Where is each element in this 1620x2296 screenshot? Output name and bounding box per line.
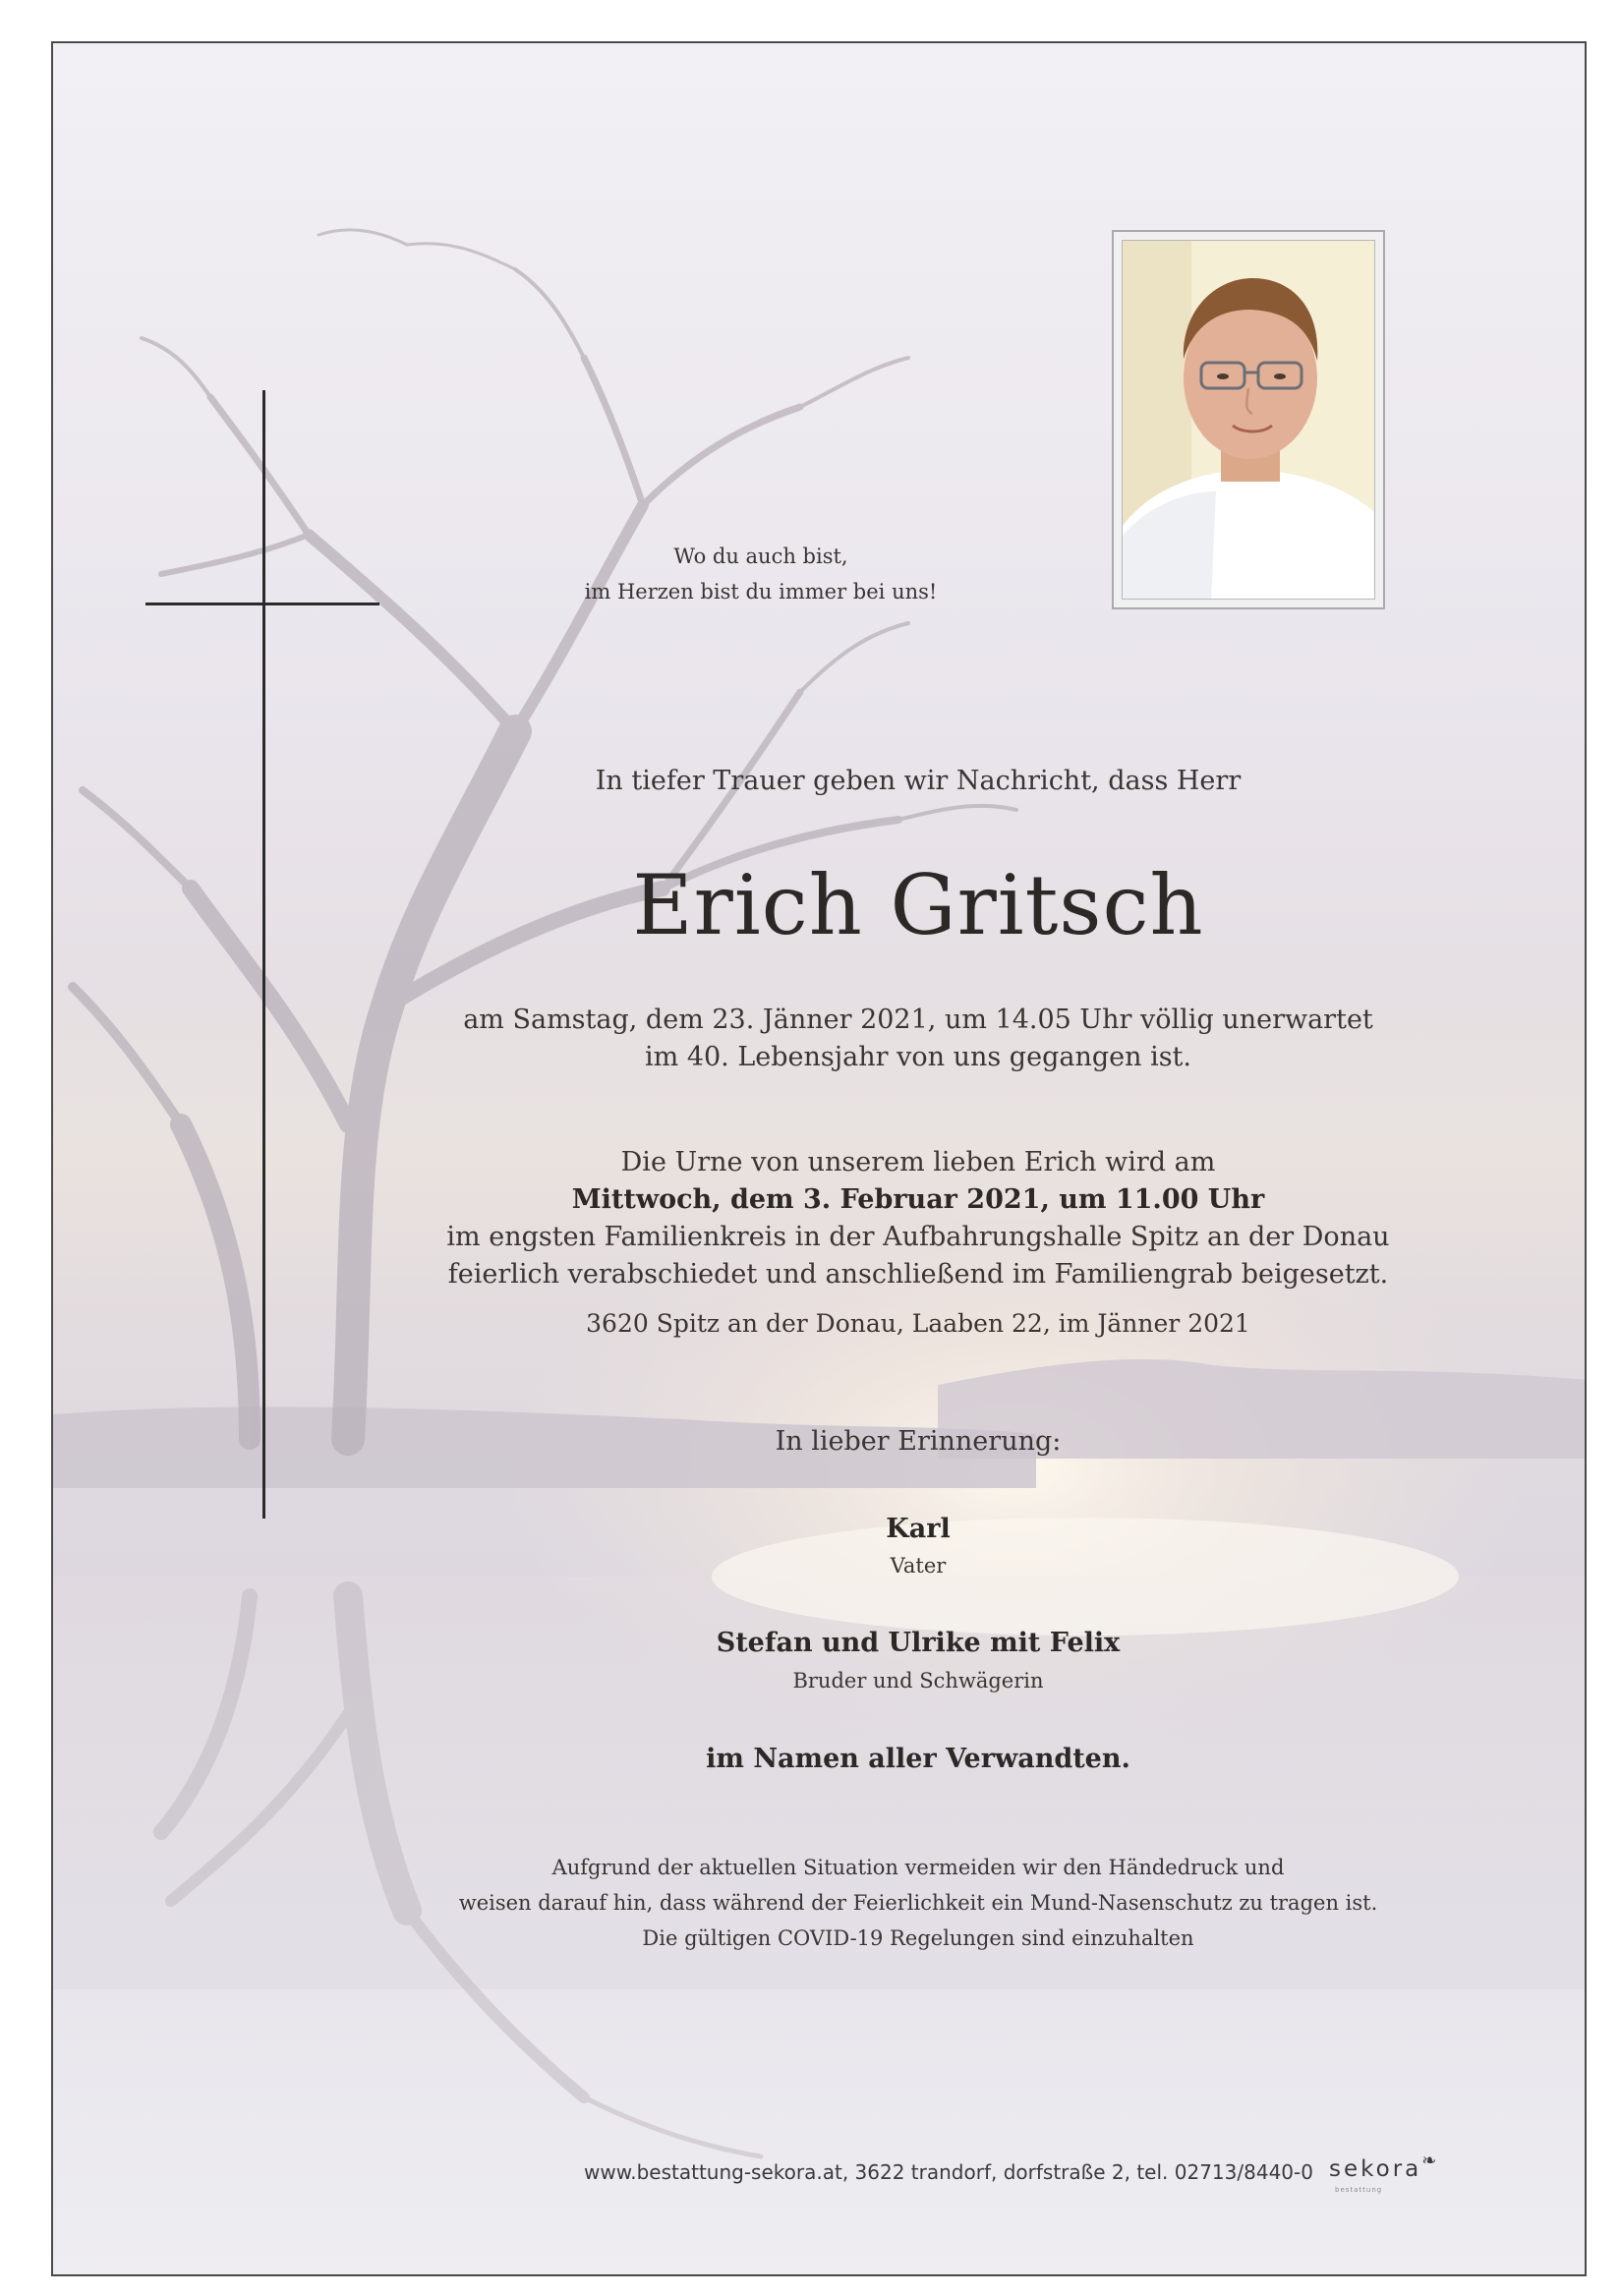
notice-line: Die gültigen COVID-19 Regelungen sind einzuhalten [642, 1926, 1194, 1950]
mourner-name: Karl [886, 1514, 951, 1544]
logo-text: sekora [1329, 2156, 1422, 2182]
portrait-photo-frame [1112, 230, 1385, 609]
cross-horizontal-bar [145, 603, 379, 605]
notice-line: Aufgrund der aktuellen Situation vermeiden wir den Händedruck und [551, 1856, 1285, 1879]
quote-block [535, 539, 987, 609]
closing-line: im Namen aller Verwandten. [706, 1744, 1130, 1774]
funeral-date: Mittwoch, dem 3. Februar 2021, um 11.00 Uhr [571, 1184, 1265, 1215]
death-line: am Samstag, dem 23. Jänner 2021, um 14.05 Uhr völlig unerwartet [463, 1004, 1373, 1035]
quote-line: Wo du auch bist, [673, 545, 848, 568]
place-and-date: 3620 Spitz an der Donau, Laaben 22, im Jänner 2021 [586, 1309, 1250, 1338]
deceased-name: Erich Gritsch [632, 857, 1204, 953]
funeral-details [348, 1144, 1488, 1293]
urn-line: im engsten Familienkreis in der Aufbahrungshalle Spitz an der Donau [446, 1222, 1390, 1252]
obituary-card [51, 41, 1587, 2276]
death-line: im 40. Lebensjahr von uns gegangen ist. [645, 1042, 1191, 1072]
sekora-logo [1329, 2151, 1440, 2182]
urn-line: Die Urne von unserem lieben Erich wird am [620, 1147, 1216, 1177]
logo-tagline: bestattung [1335, 2186, 1383, 2194]
mourner-relation: Vater [890, 1554, 947, 1578]
mourner-name: Stefan und Ulrike mit Felix [716, 1628, 1121, 1658]
notice-line: weisen darauf hin, dass während der Feierlichkeit ein Mund-Nasenschutz zu tragen ist. [458, 1891, 1378, 1915]
death-announcement [348, 1002, 1488, 1076]
intro-sentence: In tiefer Trauer geben wir Nachricht, dass Herr [595, 766, 1242, 796]
portrait-image [1123, 241, 1375, 600]
mourner-relation: Bruder und Schwägerin [792, 1669, 1044, 1693]
memory-heading: In lieber Erinnerung: [775, 1426, 1062, 1457]
bird-icon: ❧ [1421, 2151, 1440, 2171]
covid-notice [348, 1850, 1488, 1956]
quote-line: im Herzen bist du immer bei uns! [584, 580, 938, 603]
urn-line: feierlich verabschiedet und anschließend im Familiengrab beigesetzt. [447, 1259, 1389, 1290]
cross-vertical-bar [262, 390, 265, 1519]
footer-contact: www.bestattung-sekora.at, 3622 trandorf, dorfstraße 2, tel. 02713/8440-0 [584, 2160, 1313, 2184]
portrait-photo [1122, 240, 1375, 600]
